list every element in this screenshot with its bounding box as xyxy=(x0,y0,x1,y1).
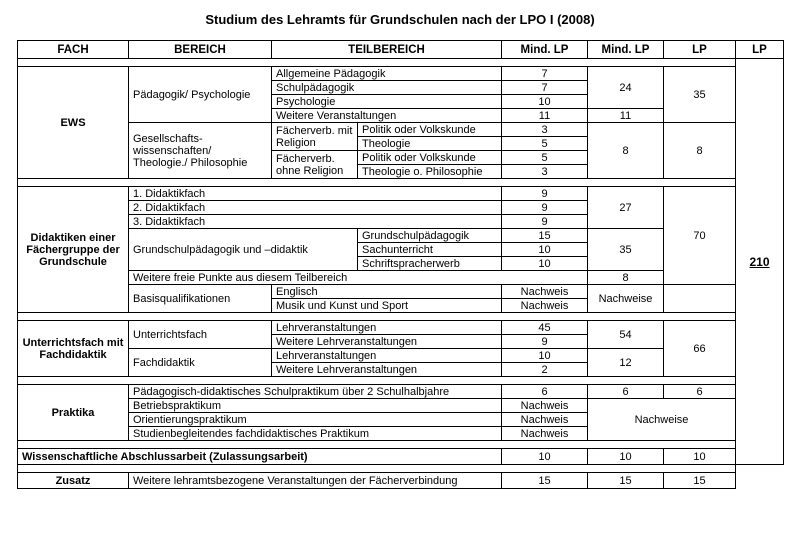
spacer-row xyxy=(18,179,784,187)
mind-lp2-value: 11 xyxy=(588,109,664,123)
spacer-row xyxy=(18,59,784,67)
teilbereich-label: Englisch xyxy=(272,285,502,299)
lp-value: 6 xyxy=(664,385,736,399)
mind-lp-value: Nachweis xyxy=(502,299,588,313)
bereich-unterrichtsfach: Unterrichtsfach xyxy=(129,321,272,349)
mind-lp-value: 10 xyxy=(502,349,588,363)
mind-lp-value: 9 xyxy=(502,187,588,201)
teilbereich-label: Orientierungspraktikum xyxy=(129,413,502,427)
teilbereich-label: Sachunterricht xyxy=(358,243,502,257)
mind-lp2-value: 6 xyxy=(588,385,664,399)
header-bereich: BEREICH xyxy=(129,41,272,59)
mind-lp-value: Nachweis xyxy=(502,413,588,427)
spacer-row xyxy=(18,377,784,385)
fach-unterrichtsfach: Unterrichtsfach mit Fachdidaktik xyxy=(18,321,129,377)
teilbereich-label: Theologie o. Philosophie xyxy=(358,165,502,179)
mind-lp-value: 2 xyxy=(502,363,588,377)
mind-lp-value: 5 xyxy=(502,137,588,151)
mind-lp2-value: 35 xyxy=(588,229,664,271)
spacer-row xyxy=(18,465,784,473)
lp-value: 10 xyxy=(664,449,736,465)
teilbereich-label: Psychologie xyxy=(272,95,502,109)
mind-lp2-value: 12 xyxy=(588,349,664,377)
teilbereich-label: Allgemeine Pädagogik xyxy=(272,67,502,81)
mind-lp-value: 10 xyxy=(502,95,588,109)
table-row xyxy=(18,123,784,137)
mind-lp2-value: 10 xyxy=(588,449,664,465)
mind-lp2-value: 8 xyxy=(588,271,664,285)
mind-lp-value: 5 xyxy=(502,151,588,165)
mind-lp2-value: 24 xyxy=(588,67,664,109)
table-row xyxy=(18,187,784,201)
table-row xyxy=(18,449,784,465)
teilbereich-label: 2. Didaktikfach xyxy=(129,201,502,215)
header-lp-1: LP xyxy=(664,41,736,59)
faecherverb-mit-religion: Fächerverb. mit Religion xyxy=(272,123,358,151)
teilbereich-label: Grundschulpädagogik xyxy=(358,229,502,243)
page-title: Studium des Lehramts für Grundschulen nach der LPO I (2008) xyxy=(205,12,595,27)
teilbereich-label: Politik oder Volkskunde xyxy=(358,151,502,165)
lp-table xyxy=(17,40,784,489)
table-row xyxy=(18,385,784,399)
mind-lp-value: 7 xyxy=(502,67,588,81)
mind-lp-value: 11 xyxy=(502,109,588,123)
bereich-fachdidaktik: Fachdidaktik xyxy=(129,349,272,377)
teilbereich-label: 3. Didaktikfach xyxy=(129,215,502,229)
lp-value: 66 xyxy=(664,321,736,377)
mind-lp-value: 10 xyxy=(502,257,588,271)
mind-lp2-value: 54 xyxy=(588,321,664,349)
header-mind-lp-2: Mind. LP xyxy=(588,41,664,59)
lp-value: 8 xyxy=(664,123,736,179)
faecherverb-ohne-religion: Fächerverb. ohne Religion xyxy=(272,151,358,179)
fach-ews: EWS xyxy=(18,67,129,179)
teilbereich-label: Weitere Lehrveranstaltungen xyxy=(272,335,502,349)
mind-lp-value: 7 xyxy=(502,81,588,95)
table-row xyxy=(18,285,784,299)
abschlussarbeit-label: Wissenschaftliche Abschlussarbeit (Zulassungsarbeit) xyxy=(18,449,502,465)
mind-lp-value: 9 xyxy=(502,215,588,229)
teilbereich-label: Musik und Kunst und Sport xyxy=(272,299,502,313)
weitere-freie-punkte: Weitere freie Punkte aus diesem Teilbereich xyxy=(129,271,588,285)
mind-lp-value: 10 xyxy=(502,449,588,465)
praktika-nachweise: Nachweise xyxy=(588,399,736,441)
header-mind-lp-1: Mind. LP xyxy=(502,41,588,59)
total-lp: 210 xyxy=(736,59,784,465)
table-row xyxy=(18,321,784,335)
teilbereich-label: 1. Didaktikfach xyxy=(129,187,502,201)
lp-value: 70 xyxy=(664,187,736,285)
mind-lp-value: 45 xyxy=(502,321,588,335)
teilbereich-label: Schulpädagogik xyxy=(272,81,502,95)
fach-zusatz: Zusatz xyxy=(18,473,129,489)
teilbereich-label: Politik oder Volkskunde xyxy=(358,123,502,137)
mind-lp-value: 3 xyxy=(502,123,588,137)
mind-lp-value: 6 xyxy=(502,385,588,399)
spacer-row xyxy=(18,313,784,321)
mind-lp2-value: 27 xyxy=(588,187,664,229)
bereich-paedagogik: Pädagogik/ Psychologie xyxy=(129,67,272,123)
table-row xyxy=(18,399,784,413)
table-row xyxy=(18,67,784,81)
teilbereich-label: Schriftspracherwerb xyxy=(358,257,502,271)
mind-lp-value: Nachweis xyxy=(502,427,588,441)
fach-praktika: Praktika xyxy=(18,385,129,441)
spacer-row xyxy=(18,441,784,449)
table-row xyxy=(18,473,784,489)
header-lp-2: LP xyxy=(736,41,784,59)
header-fach: FACH xyxy=(18,41,129,59)
mind-lp-value: 3 xyxy=(502,165,588,179)
mind-lp-value: 9 xyxy=(502,335,588,349)
bereich-gesellschaft: Gesellschafts- wissenschaften/ Theologie./ Philosophie xyxy=(129,123,272,179)
mind-lp2-value: 8 xyxy=(588,123,664,179)
mind-lp-value: 15 xyxy=(502,229,588,243)
mind-lp-value: 9 xyxy=(502,201,588,215)
mind-lp-value: Nachweis xyxy=(502,399,588,413)
empty-cell xyxy=(664,285,736,313)
mind-lp-value: 10 xyxy=(502,243,588,257)
mind-lp-value: Nachweis xyxy=(502,285,588,299)
mind-lp2-value: Nachweise xyxy=(588,285,664,313)
teilbereich-label: Betriebspraktikum xyxy=(129,399,502,413)
lp-value: 35 xyxy=(664,67,736,123)
teilbereich-label: Weitere lehramtsbezogene Veranstaltungen der Fächerverbindung xyxy=(129,473,502,489)
bereich-basisqualifikationen: Basisqualifikationen xyxy=(129,285,272,313)
header-row xyxy=(18,41,784,59)
mind-lp2-value: 15 xyxy=(588,473,664,489)
fach-didaktiken: Didaktiken einer Fächergruppe der Grundschule xyxy=(18,187,129,313)
teilbereich-label: Theologie xyxy=(358,137,502,151)
bereich-grundschulpaedagogik: Grundschulpädagogik und –didaktik xyxy=(129,229,358,271)
mind-lp-value: 15 xyxy=(502,473,588,489)
teilbereich-label: Studienbegleitendes fachdidaktisches Praktikum xyxy=(129,427,502,441)
teilbereich-label: Pädagogisch-didaktisches Schulpraktikum über 2 Schulhalbjahre xyxy=(129,385,502,399)
teilbereich-label: Lehrveranstaltungen xyxy=(272,321,502,335)
teilbereich-label: Lehrveranstaltungen xyxy=(272,349,502,363)
teilbereich-label: Weitere Lehrveranstaltungen xyxy=(272,363,502,377)
lp-value: 15 xyxy=(664,473,736,489)
teilbereich-label: Weitere Veranstaltungen xyxy=(272,109,502,123)
header-teilbereich: TEILBEREICH xyxy=(272,41,502,59)
